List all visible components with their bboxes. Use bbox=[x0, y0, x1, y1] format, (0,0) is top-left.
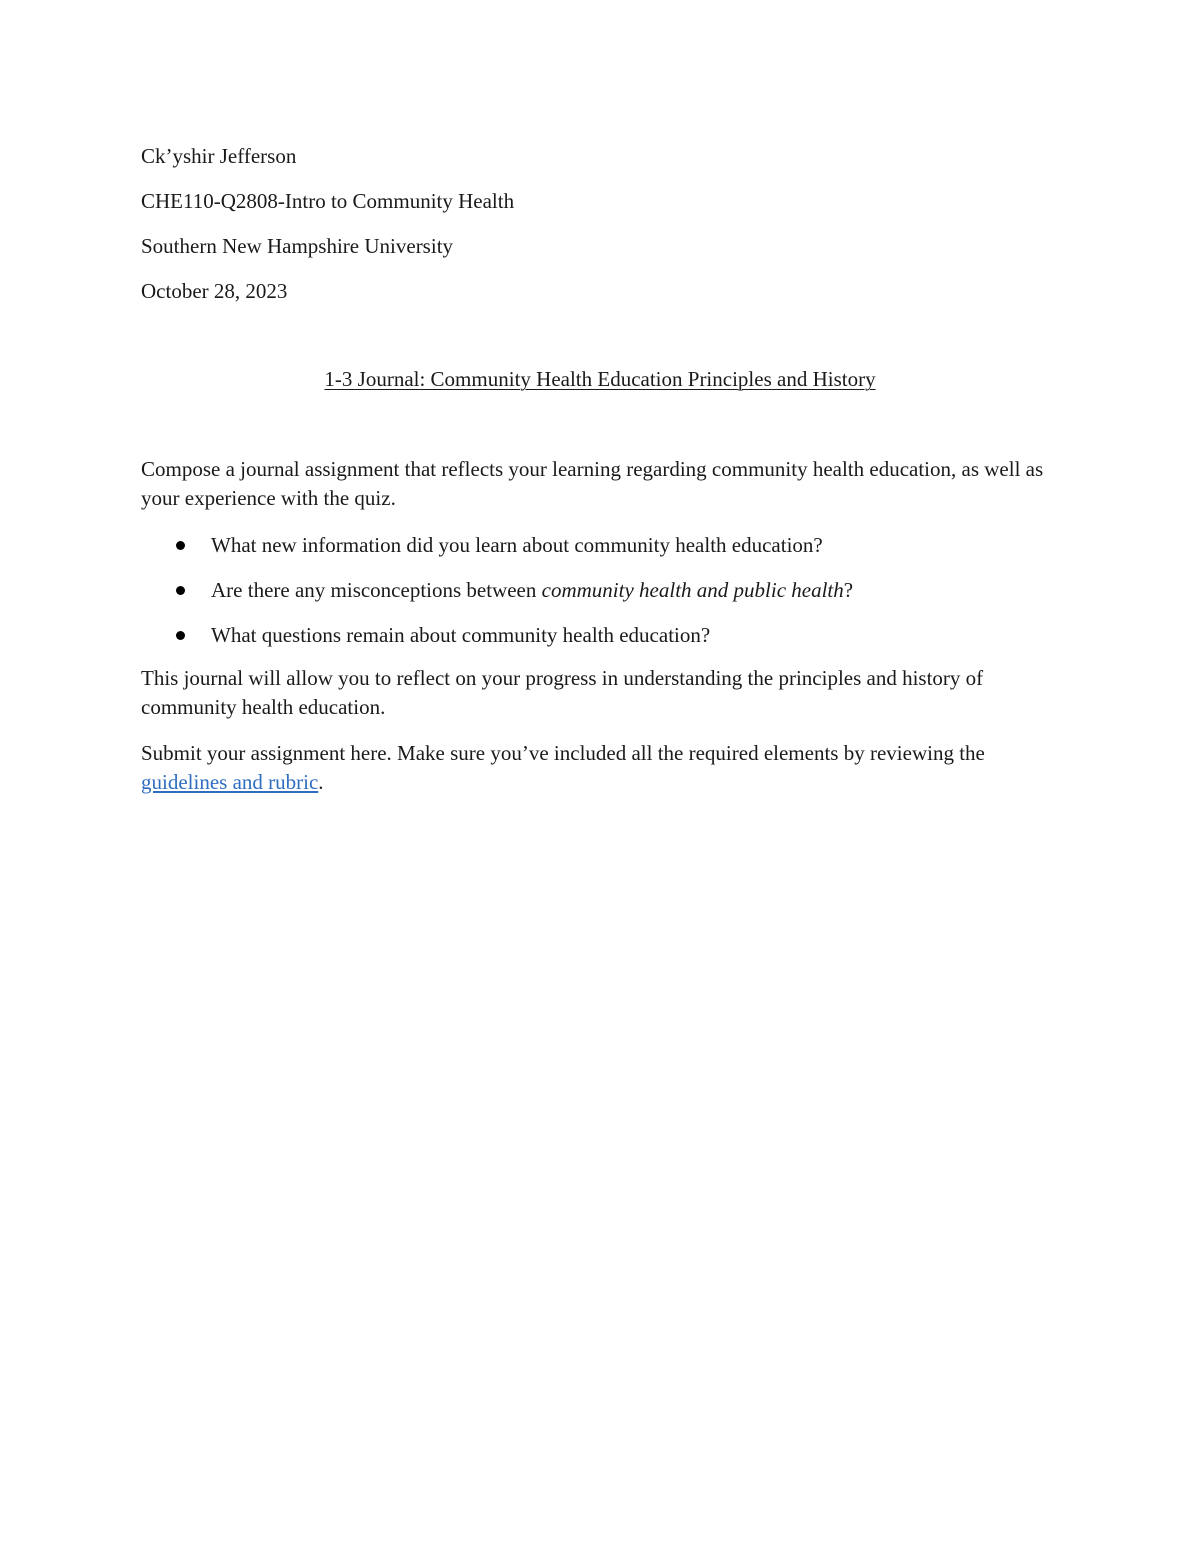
course-name: CHE110-Q2808-Intro to Community Health bbox=[141, 189, 515, 213]
question-list bbox=[141, 532, 1071, 667]
document-date: October 28, 2023 bbox=[141, 279, 288, 303]
list-item-text-after: ? bbox=[843, 578, 854, 602]
list-item-emphasis: community health and public health bbox=[541, 578, 844, 602]
institution-name: Southern New Hampshire University bbox=[141, 234, 454, 258]
bullet-icon bbox=[176, 586, 185, 595]
list-item-text: What new information did you learn about community health education? bbox=[211, 533, 823, 557]
submit-paragraph bbox=[141, 739, 1071, 797]
intro-paragraph: Compose a journal assignment that reflects your learning regarding community health education, as well as your experience with the quiz. bbox=[141, 457, 1044, 510]
bullet-icon bbox=[176, 541, 185, 550]
bullet-icon bbox=[176, 631, 185, 640]
list-item bbox=[141, 532, 1071, 577]
submit-text-before: Submit your assignment here. Make sure you’ve included all the required elements by reviewing the bbox=[141, 741, 985, 765]
submit-text-after: . bbox=[318, 770, 324, 794]
reflection-paragraph: This journal will allow you to reflect on your progress in understanding the principles and history of community health education. bbox=[141, 666, 984, 719]
document-title: 1-3 Journal: Community Health Education Principles and History bbox=[324, 367, 876, 391]
list-item-text: What questions remain about community health education? bbox=[211, 623, 711, 647]
list-item bbox=[141, 577, 1071, 622]
guidelines-rubric-link[interactable]: guidelines and rubric bbox=[141, 770, 319, 794]
list-item bbox=[141, 622, 1071, 667]
author-name: Ck’yshir Jefferson bbox=[141, 144, 297, 168]
list-item-text-before: Are there any misconceptions between bbox=[211, 578, 542, 602]
